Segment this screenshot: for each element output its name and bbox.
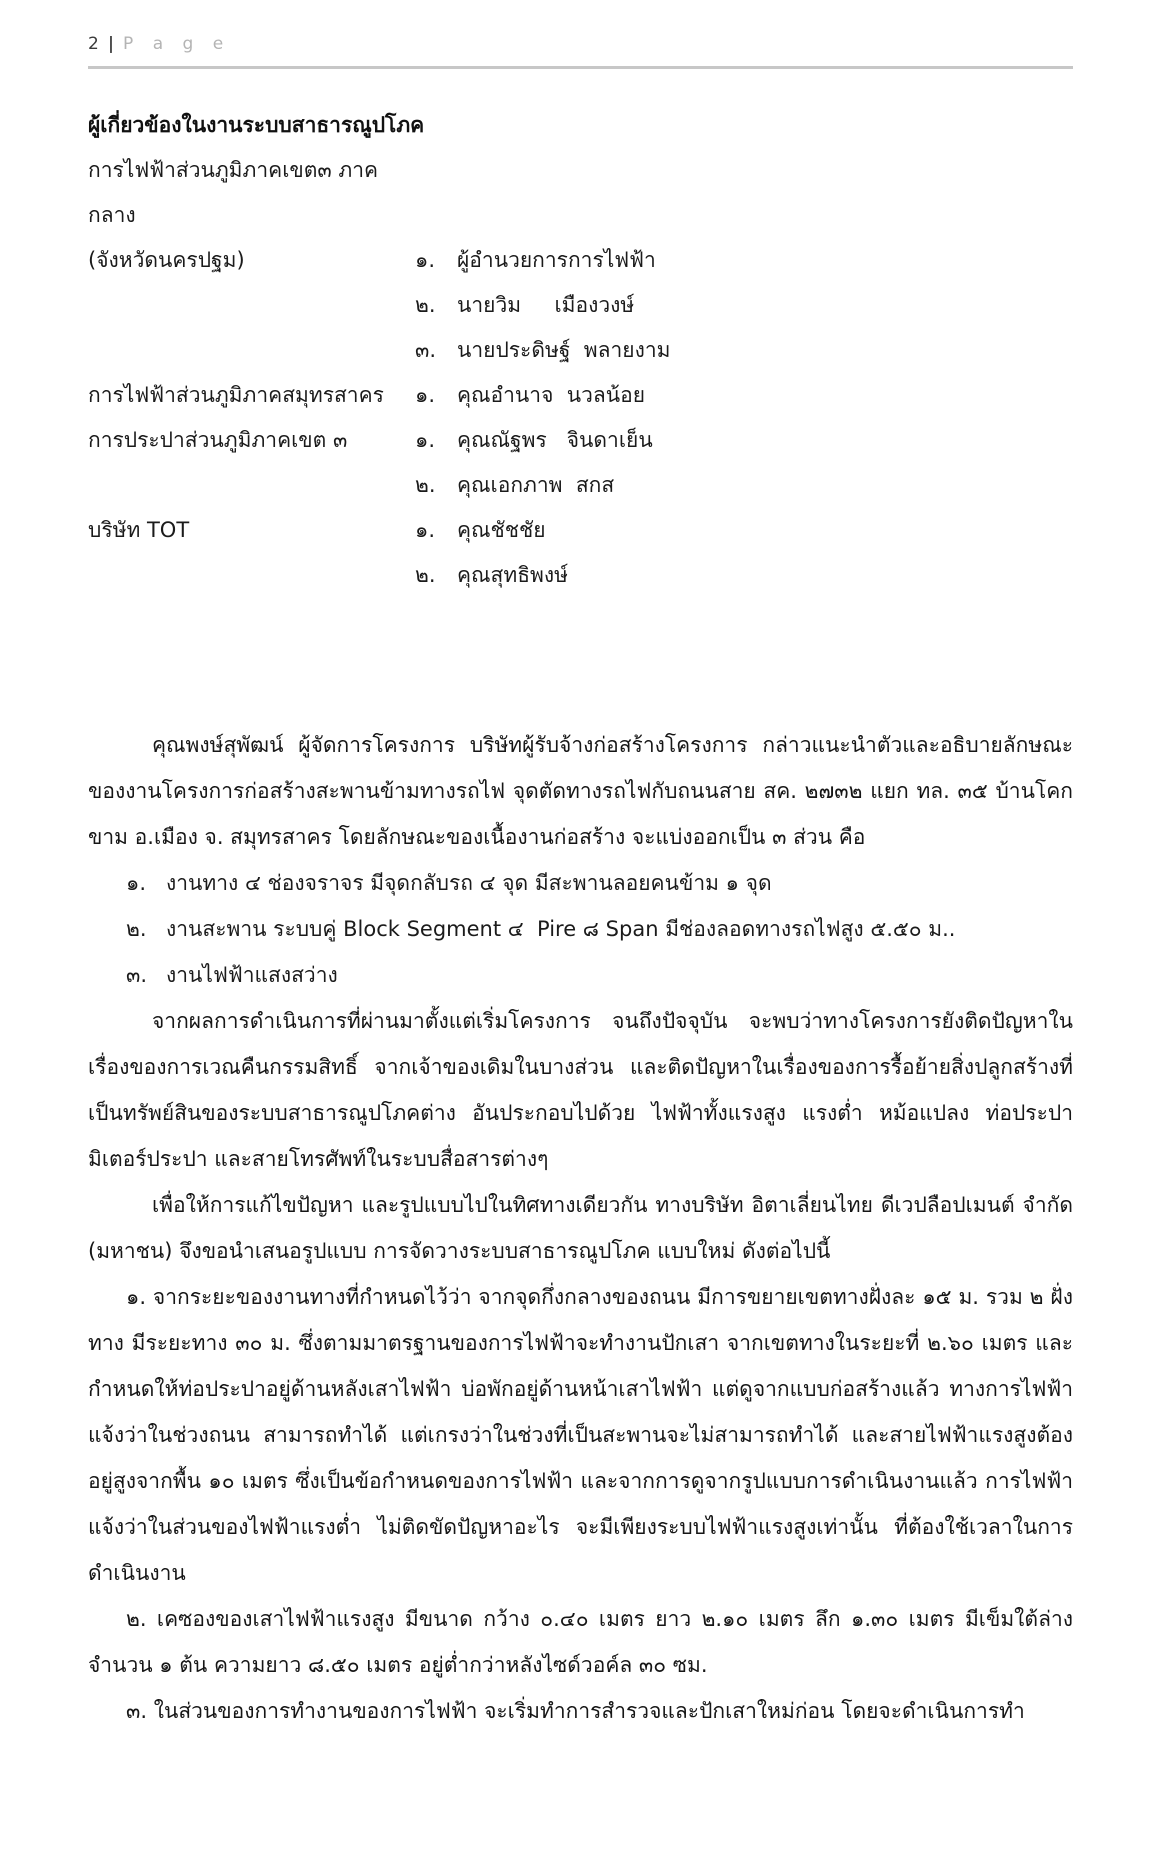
list-item-text: งานทาง ๔ ช่องจราจร มีจุดกลับรถ ๔ จุด มีสะพานลอยคนข้าม ๑ จุด bbox=[166, 871, 772, 895]
person-name: คุณชัชชัย bbox=[457, 518, 546, 542]
person-name: คุณณัฐพร จินดาเย็น bbox=[457, 428, 653, 452]
page-number: 2 bbox=[88, 34, 99, 54]
paragraph-item-1: ๑. จากระยะของงานทางที่กำหนดไว้ว่า จากจุดกึ่งกลางของถนน มีการขยายเขตทางฝั่งละ ๑๕ ม. รวม ๒ ฝั่งทาง มีระยะทาง ๓๐ ม. ซึ่งตามมาตรฐานของการไฟฟ้าจะทำงานปักเสา จากเขตทางในระยะที่ ๒.๖๐ เมตร และกำหนดให้ท่อประปาอยู่ด้านหลังเสาไฟฟ้า บ่อพักอยู่ด้านหน้าเสาไฟฟ้า แต่ดูจากแบบก่อสร้างแล้ว ทางการไฟฟ้า แจ้งว่าในช่วงถนน สามารถทำได้ แต่เกรงว่าในช่วงที่เป็นสะพานจะไม่สามารถทำได้ และสายไฟฟ้าแรงสูงต้องอยู่สูงจากพื้น ๑๐ เมตร ซึ่งเป็นข้อกำหนดของการไฟฟ้า และจากการดูจากรูปแบบการดำเนินงานแล้ว การไฟฟ้าแจ้งว่าในส่วนของไฟฟ้าแรงต่ำ ไม่ติดขัดปัญหาอะไร จะมีเพียงระบบไฟฟ้าแรงสูงเท่านั้น ที่ต้องใช้เวลาในการดำเนินงาน bbox=[88, 1285, 1073, 1585]
person-number: ๒. bbox=[415, 563, 436, 587]
person-number: ๑. bbox=[415, 383, 436, 407]
work-list-item bbox=[88, 906, 1073, 952]
list-item-number: ๑. bbox=[126, 871, 147, 895]
list-item-text: งานไฟฟ้าแสงสว่าง bbox=[166, 963, 338, 987]
person-number: ๑. bbox=[415, 428, 436, 452]
contact-person bbox=[415, 373, 1073, 418]
organization-name: การประปาส่วนภูมิภาคเขต ๓ bbox=[88, 428, 348, 452]
person-number: ๑. bbox=[415, 248, 436, 272]
contact-person bbox=[415, 553, 1073, 598]
person-number: ๑. bbox=[415, 518, 436, 542]
list-item-number: ๓. bbox=[126, 963, 148, 987]
person-number: ๓. bbox=[415, 338, 437, 362]
contact-person bbox=[415, 328, 1073, 373]
contact-person bbox=[415, 418, 1073, 463]
person-number: ๒. bbox=[415, 293, 436, 317]
contact-person bbox=[415, 508, 1073, 553]
section-heading: ผู้เกี่ยวข้องในงานระบบสาธารณูปโภค bbox=[88, 113, 425, 137]
paragraph-proposal: เพื่อให้การแก้ไขปัญหา และรูปแบบไปในทิศทางเดียวกัน ทางบริษัท อิตาเลี่ยนไทย ดีเวปลือปเมนต์ จำกัด (มหาชน) จึงขอนำเสนอรูปแบบ การจัดวางระบบสาธารณูปโภค แบบใหม่ ดังต่อไปนี้ bbox=[88, 1193, 1073, 1263]
page-header bbox=[88, 34, 1073, 69]
contacts-block bbox=[88, 148, 1073, 598]
person-name: คุณเอกภาพ สกส bbox=[457, 473, 615, 497]
contact-person bbox=[415, 283, 1073, 328]
paragraph-item-2: ๒. เคซองของเสาไฟฟ้าแรงสูง มีขนาด กว้าง ๐.๔๐ เมตร ยาว ๒.๑๐ เมตร ลึก ๑.๓๐ เมตร มีเข็มใต้ล่าง จำนวน ๑ ต้น ความยาว ๘.๕๐ เมตร อยู่ต่ำกว่าหลังไซด์วอค์ล ๓๐ ซม. bbox=[88, 1607, 1073, 1677]
person-name: คุณสุทธิพงษ์ bbox=[457, 563, 568, 587]
contact-row bbox=[88, 238, 1073, 373]
document-body bbox=[88, 722, 1073, 1734]
person-name: คุณอำนาจ นวลน้อย bbox=[457, 383, 646, 407]
person-name: นายประดิษฐ์ พลายงาม bbox=[457, 338, 671, 362]
organization-name: การไฟฟ้าส่วนภูมิภาคเขต๓ ภาคกลาง bbox=[88, 158, 379, 227]
list-item-number: ๒. bbox=[126, 917, 147, 941]
page-word: P a g e bbox=[123, 34, 231, 54]
paragraph-item-3: ๓. ในส่วนของการทำงานของการไฟฟ้า จะเริ่มทำการสำรวจและปักเสาใหม่ก่อน โดยจะดำเนินการทำ bbox=[126, 1699, 1025, 1723]
person-name: ผู้อำนวยการการไฟฟ้า bbox=[457, 248, 656, 272]
contact-person bbox=[415, 238, 1073, 283]
person-name: นายวิม เมืองวงษ์ bbox=[457, 293, 635, 317]
person-number: ๒. bbox=[415, 473, 436, 497]
contact-row bbox=[88, 508, 1073, 598]
contact-row bbox=[88, 418, 1073, 508]
paragraph-intro: คุณพงษ์สุพัฒน์ ผู้จัดการโครงการ บริษัทผู้รับจ้างก่อสร้างโครงการ กล่าวแนะนำตัวและอธิบายลักษณะของงานโครงการก่อสร้างสะพานข้ามทางรถไฟ จุดตัดทางรถไฟกับถนนสาย สค. ๒๗๓๒ แยก ทล. ๓๕ บ้านโคกขาม อ.เมือง จ. สมุทรสาคร โดยลักษณะของเนื้องานก่อสร้าง จะแบ่งออกเป็น ๓ ส่วน คือ bbox=[88, 733, 1073, 849]
organization-name: การไฟฟ้าส่วนภูมิภาคสมุทรสาคร bbox=[88, 383, 384, 407]
list-item-text: งานสะพาน ระบบคู่ Block Segment ๔ Pire ๘ Span มีช่องลอดทางรถไฟสูง ๕.๕๐ ม.. bbox=[166, 917, 956, 941]
work-list-item bbox=[88, 860, 1073, 906]
organization-name: บริษัท TOT bbox=[88, 518, 190, 542]
paragraph-problems: จากผลการดำเนินการที่ผ่านมาตั้งแต่เริ่มโครงการ จนถึงปัจจุบัน จะพบว่าทางโครงการยังติดปัญหาในเรื่องของการเวณคืนกรรมสิทธิ์ จากเจ้าของเดิมในบางส่วน และติดปัญหาในเรื่องของการรื้อย้ายสิ่งปลูกสร้างที่เป็นทรัพย์สินของระบบสาธารณูปโภคต่าง อันประกอบไปด้วย ไฟฟ้าทั้งแรงสูง แรงต่ำ หม้อแปลง ท่อประปา มิเตอร์ประปา และสายโทรศัพท์ในระบบสื่อสารต่างๆ bbox=[88, 1009, 1073, 1171]
contact-row bbox=[88, 373, 1073, 418]
header-separator: | bbox=[107, 34, 115, 54]
work-list-item bbox=[88, 952, 1073, 998]
contact-person bbox=[415, 463, 1073, 508]
contact-row bbox=[88, 148, 1073, 238]
organization-name: (จังหวัดนครปฐม) bbox=[88, 248, 245, 272]
